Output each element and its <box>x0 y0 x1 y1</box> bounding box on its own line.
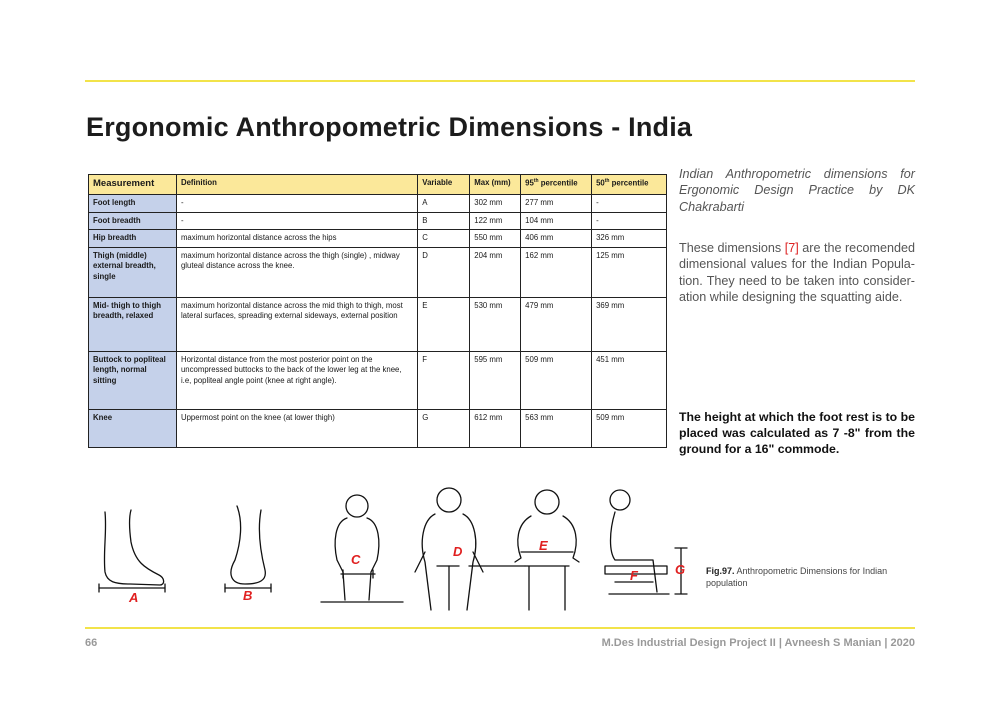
label-g: G <box>675 562 686 577</box>
foot-breadth-sketch <box>225 506 271 592</box>
figure-caption: Fig.97. Anthropometric Dimensions for Indian population <box>706 566 888 588</box>
label-c: C <box>351 552 361 567</box>
measurement-cell: Mid- thigh to thigh breadth, relaxed <box>89 297 177 351</box>
definition-cell: maximum horizontal distance across the hips <box>176 230 417 248</box>
table-row <box>89 351 667 409</box>
variable-cell: D <box>418 247 470 297</box>
label-b: B <box>243 588 253 603</box>
table-row <box>89 247 667 297</box>
p50-cell: 451 mm <box>592 351 667 409</box>
definition-cell: - <box>176 195 417 213</box>
max-cell: 530 mm <box>470 297 521 351</box>
anthropometric-table <box>88 174 667 448</box>
page-number: 66 <box>85 637 98 649</box>
header-50th: 50th percentile <box>592 175 667 195</box>
header-definition: Definition <box>176 175 417 195</box>
label-d: D <box>453 544 463 559</box>
seated-side-sketch <box>605 490 687 594</box>
p95-cell: 277 mm <box>521 195 592 213</box>
variable-cell: C <box>418 230 470 248</box>
top-rule <box>85 80 915 82</box>
p50-cell: 369 mm <box>592 297 667 351</box>
table-row <box>89 297 667 351</box>
source-note: Indian Anthropometric dimensions for Ergonomic Design Practice by DK Chakrabarti <box>679 167 915 214</box>
p95-cell: 479 mm <box>521 297 592 351</box>
measurement-cell: Foot length <box>89 195 177 213</box>
variable-cell: G <box>418 409 470 447</box>
label-f: F <box>630 568 638 583</box>
reference-link[interactable]: [7] <box>784 241 799 255</box>
label-a: A <box>129 590 139 605</box>
header-95th: 95th percentile <box>521 175 592 195</box>
table-header-row <box>89 175 667 195</box>
foot-length-sketch <box>99 510 165 592</box>
max-cell: 302 mm <box>470 195 521 213</box>
measurement-cell: Foot breadth <box>89 212 177 230</box>
table-row <box>89 409 667 447</box>
footer-credit: M.Des Industrial Design Project II | Avneesh S Manian | 2020 <box>601 637 915 649</box>
p95-cell: 509 mm <box>521 351 592 409</box>
max-cell: 204 mm <box>470 247 521 297</box>
definition-cell: - <box>176 212 417 230</box>
p95-cell: 406 mm <box>521 230 592 248</box>
variable-cell: B <box>418 212 470 230</box>
p95-cell: 563 mm <box>521 409 592 447</box>
table-row <box>89 212 667 230</box>
p50-cell: - <box>592 195 667 213</box>
p95-cell: 104 mm <box>521 212 592 230</box>
p50-cell: 509 mm <box>592 409 667 447</box>
hip-breadth-sketch <box>321 495 403 602</box>
bottom-rule <box>85 627 915 629</box>
p95-cell: 162 mm <box>521 247 592 297</box>
anthropometric-sketches <box>85 482 705 622</box>
p50-cell: 326 mm <box>592 230 667 248</box>
measurement-cell: Thigh (middle) external breadth, single <box>89 247 177 297</box>
variable-cell: E <box>418 297 470 351</box>
table-row <box>89 195 667 213</box>
foot-rest-note: The height at which the foot rest is to be placed was calculated as 7 -8" from the ground for a 16" commode. <box>679 410 915 456</box>
measurement-cell: Hip breadth <box>89 230 177 248</box>
p50-cell: 125 mm <box>592 247 667 297</box>
header-variable: Variable <box>418 175 470 195</box>
p50-cell: - <box>592 212 667 230</box>
dimensions-paragraph: These dimensions [7] are the recomended dimensional values for the Indian Popula-tion. They need to be taken into consider-ation while designing the squatting aide. <box>679 241 916 305</box>
header-measurement: Measurement <box>89 175 177 195</box>
label-e: E <box>539 538 548 553</box>
max-cell: 122 mm <box>470 212 521 230</box>
table-body <box>89 195 667 448</box>
max-cell: 550 mm <box>470 230 521 248</box>
definition-cell: maximum horizontal distance across the thigh (single) , midway gluteal distance across the knee. <box>176 247 417 297</box>
definition-cell: Horizontal distance from the most posterior point on the uncompressed buttocks to the back of the lower leg at the knee, i.e, popliteal angle point (knee at right angle). <box>176 351 417 409</box>
definition-cell: maximum horizontal distance across the mid thigh to thigh, most lateral surfaces, spreading external sideways, external position <box>176 297 417 351</box>
variable-cell: F <box>418 351 470 409</box>
max-cell: 612 mm <box>470 409 521 447</box>
thigh-breadth-sketch <box>415 488 525 610</box>
header-max: Max (mm) <box>470 175 521 195</box>
variable-cell: A <box>418 195 470 213</box>
measurement-cell: Buttock to popliteal length, normal sitting <box>89 351 177 409</box>
page-title: Ergonomic Anthropometric Dimensions - India <box>86 112 693 142</box>
definition-cell: Uppermost point on the knee (at lower thigh) <box>176 409 417 447</box>
measurement-cell: Knee <box>89 409 177 447</box>
table-row <box>89 230 667 248</box>
max-cell: 595 mm <box>470 351 521 409</box>
